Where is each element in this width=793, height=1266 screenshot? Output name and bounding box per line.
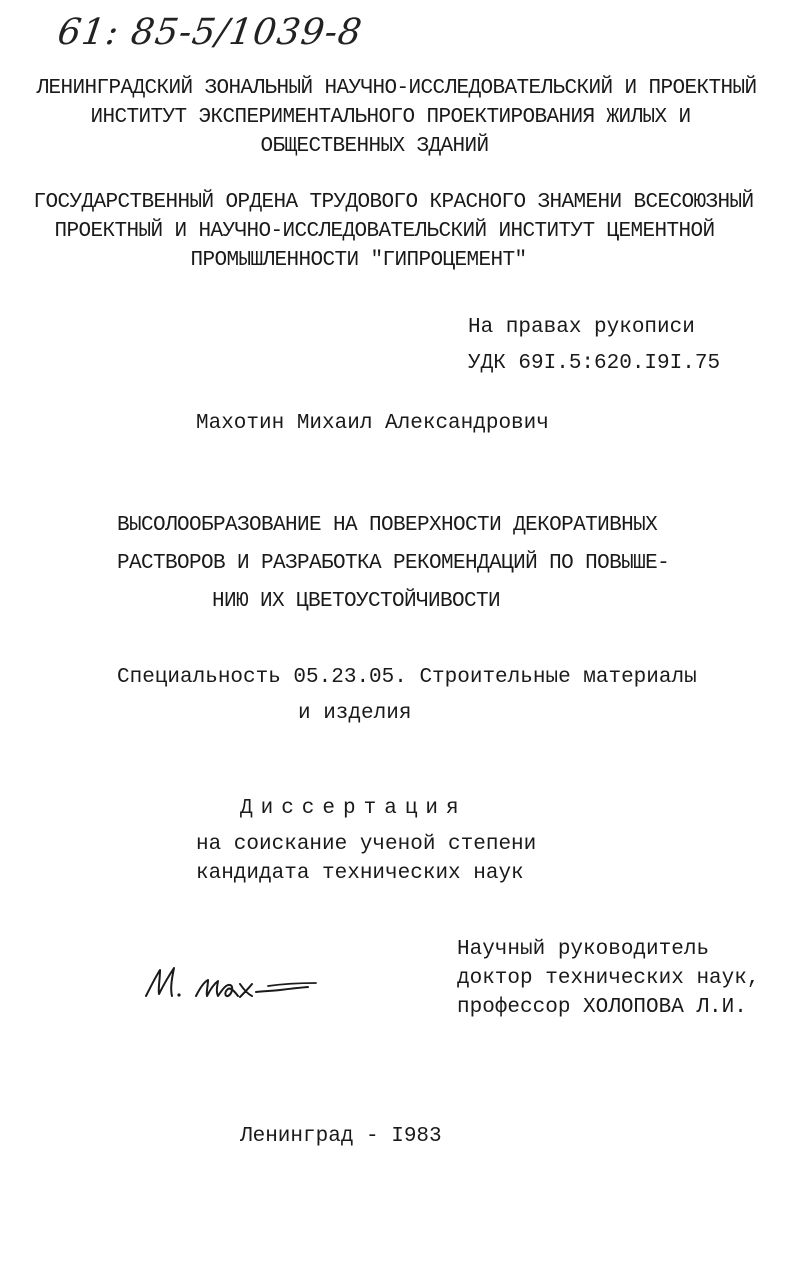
dissertation-line2: кандидата технических наук bbox=[196, 862, 524, 885]
specialty-line1: Специальность 05.23.05. Строительные материалы bbox=[117, 666, 697, 689]
author-signature bbox=[140, 956, 330, 1006]
institution1-line2: ИНСТИТУТ ЭКСПЕРИМЕНТАЛЬНОГО ПРОЕКТИРОВАНИЯ ЖИЛЫХ И bbox=[90, 106, 691, 129]
supervisor-line3: профессор ХОЛОПОВА Л.И. bbox=[457, 996, 747, 1019]
institution2-line1: ГОСУДАРСТВЕННЫЙ ОРДЕНА ТРУДОВОГО КРАСНОГО ЗНАМЕНИ ВСЕСОЮЗНЫЙ bbox=[33, 191, 754, 214]
supervisor-line1: Научный руководитель bbox=[457, 938, 710, 961]
institution1-line3: ОБЩЕСТВЕННЫХ ЗДАНИЙ bbox=[260, 135, 489, 158]
institution2-line2: ПРОЕКТНЫЙ И НАУЧНО-ИССЛЕДОВАТЕЛЬСКИЙ ИНСТИТУТ ЦЕМЕНТНОЙ bbox=[54, 220, 715, 243]
institution2-line3: ПРОМЫШЛЕННОСТИ "ГИПРОЦЕМЕНТ" bbox=[190, 249, 527, 272]
title-line2: РАСТВОРОВ И РАЗРАБОТКА РЕКОМЕНДАЦИЙ ПО ПОВЫШЕ- bbox=[117, 552, 670, 575]
udc-code: УДК 69I.5:620.I9I.75 bbox=[468, 352, 721, 375]
title-line1: ВЫСОЛООБРАЗОВАНИЕ НА ПОВЕРХНОСТИ ДЕКОРАТИВНЫХ bbox=[117, 514, 658, 537]
manuscript-rights: На правах рукописи bbox=[468, 316, 695, 339]
dissertation-line1: на соискание ученой степени bbox=[196, 833, 537, 856]
author-name: Махотин Михаил Александрович bbox=[196, 412, 549, 435]
specialty-line2: и изделия bbox=[298, 702, 412, 725]
institution1-line1: ЛЕНИНГРАДСКИЙ ЗОНАЛЬНЫЙ НАУЧНО-ИССЛЕДОВАТЕЛЬСКИЙ И ПРОЕКТНЫЙ bbox=[36, 77, 757, 100]
supervisor-line2: доктор технических наук, bbox=[457, 967, 760, 990]
place-year: Ленинград - I983 bbox=[240, 1125, 442, 1148]
title-line3: НИЮ ИХ ЦВЕТОУСТОЙЧИВОСТИ bbox=[212, 590, 501, 613]
archive-number: 61: 85-5/1039-8 bbox=[55, 12, 365, 53]
dissertation-label: Диссертация bbox=[240, 797, 467, 820]
